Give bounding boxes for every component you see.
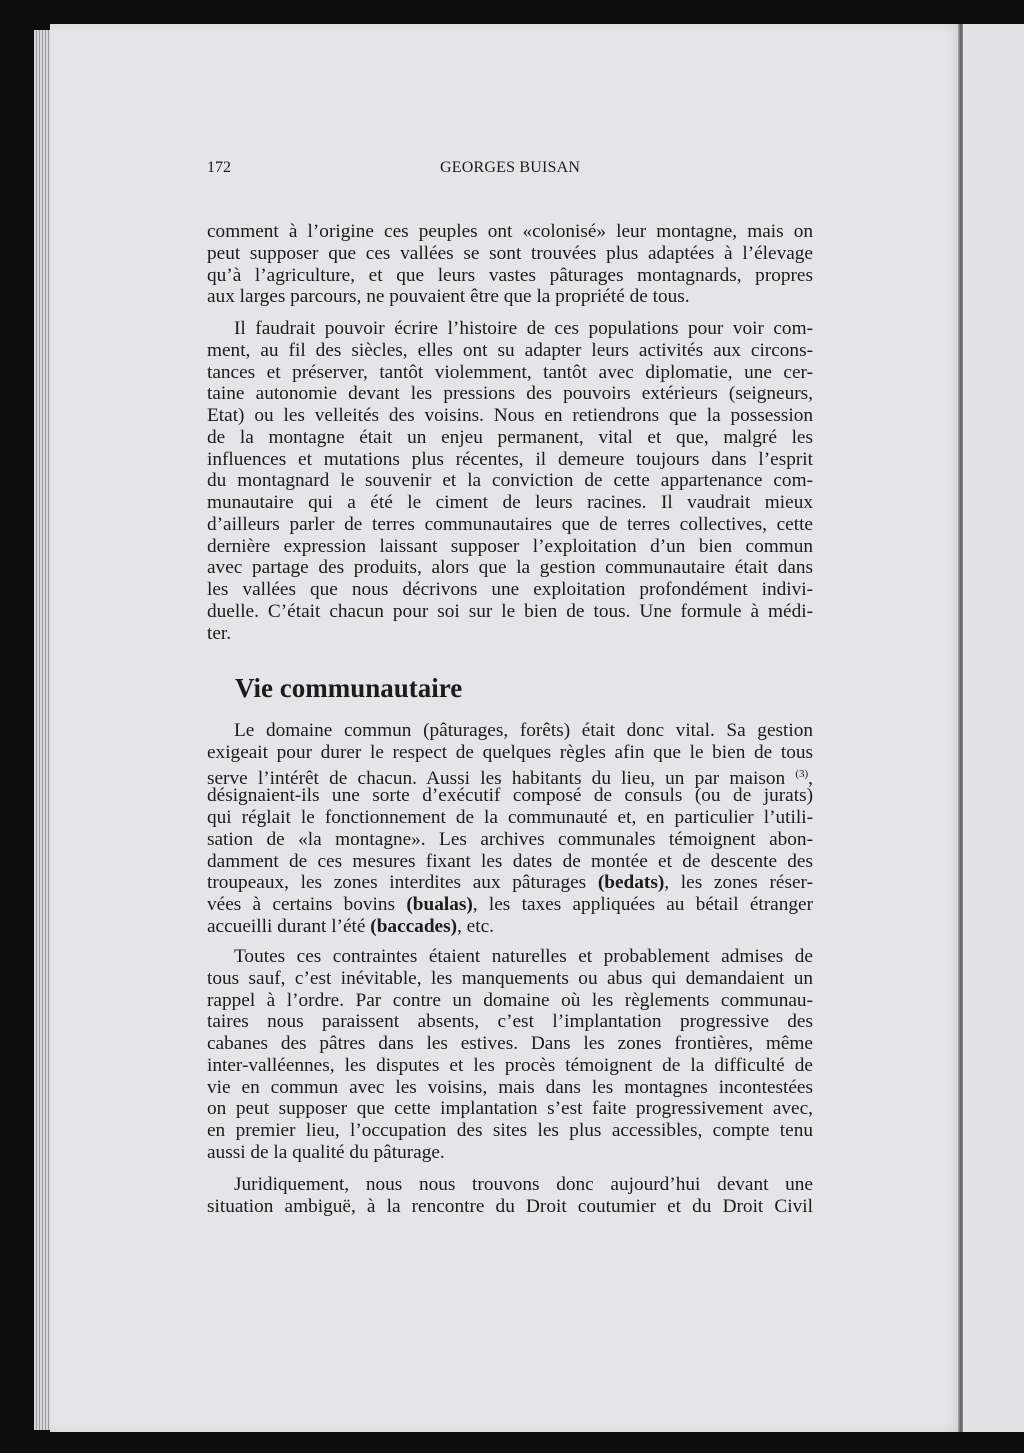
text-run: situation ambiguë, à la rencontre du Droit coutumier et du Droit Civil <box>207 1195 813 1217</box>
text-line <box>207 536 813 558</box>
section-heading: Vie communautaire <box>235 673 463 703</box>
paragraph <box>207 221 813 308</box>
text-run: Il faudrait pouvoir écrire l’histoire de ces populations pour voir com- <box>234 318 813 339</box>
text-line <box>207 742 813 764</box>
text-line <box>207 1098 813 1120</box>
text-run: ter. <box>207 622 232 644</box>
text-run: tances et préserver, tantôt violemment, tantôt avec diplomatie, une cer- <box>207 361 813 383</box>
text-line <box>207 720 813 742</box>
text-run: les vallées que nous décrivons une exploitation profondément indivi- <box>207 579 813 600</box>
text-line <box>207 851 813 873</box>
text-line <box>207 829 813 851</box>
text-run: désignaient-ils une sorte d’exécutif composé de consuls (ou de jurats) <box>207 785 813 807</box>
text-run: de la montagne était un enjeu permanent, vital et que, malgré les <box>207 426 813 448</box>
text-line <box>207 1033 813 1055</box>
text-line <box>207 243 813 265</box>
text-run: , etc. <box>457 915 494 937</box>
text-run: peut supposer que ces vallées se sont trouvées plus adaptées à l’élevage <box>207 242 813 264</box>
text-run: , les zones réser- <box>664 872 813 894</box>
text-line <box>207 916 813 938</box>
text-line <box>207 872 813 894</box>
text-run: aux larges parcours, ne pouvaient être que la propriété de tous. <box>207 286 690 308</box>
text-line <box>207 318 813 340</box>
text-run: avec partage des produits, alors que la gestion communautaire était dans <box>207 557 813 579</box>
facing-page-edge <box>963 24 1024 1432</box>
text-run: inter-valléennes, les disputes et les procès témoignent de la difficulté de <box>207 1054 813 1076</box>
text-line <box>207 514 813 536</box>
text-run: Le domaine commun (pâturages, forêts) était donc vital. Sa gestion <box>234 720 813 741</box>
text-run: en premier lieu, l’occupation des sites les plus accessibles, compte tenu <box>207 1120 813 1141</box>
text-run: taires nous paraissent absents, c’est l’implantation progressive des <box>207 1011 813 1033</box>
page-number: 172 <box>207 159 231 176</box>
text-run: vie en commun avec les voisins, mais dans les montagnes incontestées <box>207 1076 813 1098</box>
text-run: rappel à l’ordre. Par contre un domaine où les règlements communau- <box>207 989 813 1011</box>
text-line <box>207 362 813 384</box>
text-line <box>207 1077 813 1099</box>
text-run: Juridiquement, nous nous trouvons donc aujourd’hui devant une <box>234 1174 813 1195</box>
bold-term: (bualas) <box>406 894 473 915</box>
text-run: qui réglait le fonctionnement de la communauté et, en particulier l’utili- <box>207 807 813 828</box>
text-line <box>207 1174 813 1196</box>
text-run: serve l’intérêt de chacun. Aussi les habitants du lieu, un par maison <box>207 767 796 789</box>
text-line <box>207 405 813 427</box>
text-line <box>207 557 813 579</box>
text-run: troupeaux, les zones interdites aux pâturages <box>207 872 598 894</box>
text-run: Etat) ou les velleités des voisins. Nous en retiendrons que la possession <box>207 405 813 426</box>
text-line <box>207 764 813 789</box>
text-run: influences et mutations plus récentes, il demeure toujours dans l’esprit <box>207 448 813 470</box>
text-line <box>207 1142 813 1164</box>
text-run: comment à l’origine ces peuples ont «colonisé» leur montagne, mais on <box>207 221 813 242</box>
bold-term: (baccades) <box>370 915 458 937</box>
text-line <box>207 492 813 514</box>
text-line <box>207 990 813 1012</box>
text-run: Toutes ces contraintes étaient naturelles et probablement admises de <box>234 946 813 967</box>
text-line <box>207 383 813 405</box>
text-run: duelle. C’était chacun pour soi sur le bien de tous. Une formule à médi- <box>207 600 813 622</box>
text-line <box>207 340 813 362</box>
text-run: ment, au fil des siècles, elles ont su adapter leurs activités aux circons- <box>207 339 813 361</box>
text-line <box>207 265 813 287</box>
text-line <box>207 286 813 308</box>
text-line <box>207 1196 813 1218</box>
text-run: , les taxes appliquées au bétail étranger <box>472 894 813 915</box>
text-line <box>207 968 813 990</box>
text-run: , <box>808 767 813 789</box>
paragraph <box>207 1174 813 1218</box>
text-run: sation de «la montagne». Les archives communales témoignent abon- <box>207 828 813 850</box>
text-line <box>207 1011 813 1033</box>
paragraph <box>207 946 813 1164</box>
footnote-ref: (3) <box>795 767 809 780</box>
text-line <box>207 946 813 968</box>
paragraph <box>207 318 813 644</box>
text-line <box>207 427 813 449</box>
text-run: on peut supposer que cette implantation s’est faite progressivement avec, <box>207 1098 813 1120</box>
text-line <box>207 623 813 645</box>
text-line <box>207 1055 813 1077</box>
text-run: taine autonomie devant les pressions des pouvoirs extérieurs (seigneurs, <box>207 383 813 405</box>
text-line <box>207 601 813 623</box>
text-line <box>207 1120 813 1142</box>
text-line <box>207 807 813 829</box>
text-run: cabanes des pâtres dans les estives. Dans les zones frontières, même <box>207 1033 813 1054</box>
running-head: GEORGES BUISAN <box>440 159 581 176</box>
text-run: accueilli durant l’été <box>207 915 371 937</box>
text-line <box>207 470 813 492</box>
text-run: d’ailleurs parler de terres communautaires que de terres collectives, cette <box>207 513 813 535</box>
text-run: tous sauf, c’est inévitable, les manquements ou abus qui demandaient un <box>207 967 813 989</box>
text-run: vées à certains bovins <box>207 894 407 915</box>
text-run: damment de ces mesures fixant les dates de montée et de descente des <box>207 850 813 872</box>
text-run: munautaire qui a été le ciment de leurs racines. Il vaudrait mieux <box>207 492 813 513</box>
paragraph <box>207 720 813 938</box>
text-line <box>207 785 813 807</box>
bold-term: (bedats) <box>597 872 665 894</box>
text-run: du montagnard le souvenir et la conviction de cette appartenance com- <box>207 470 813 492</box>
text-run: exigeait pour durer le respect de quelques règles afin que le bien de tous <box>207 741 813 763</box>
text-line <box>207 221 813 243</box>
text-run: dernière expression laissant supposer l’exploitation d’un bien commun <box>207 535 813 557</box>
text-line <box>207 579 813 601</box>
text-run: qu’à l’agriculture, et que leurs vastes pâturages montagnards, propres <box>207 264 813 286</box>
text-line <box>207 894 813 916</box>
text-line <box>207 449 813 471</box>
text-run: aussi de la qualité du pâturage. <box>207 1141 445 1163</box>
